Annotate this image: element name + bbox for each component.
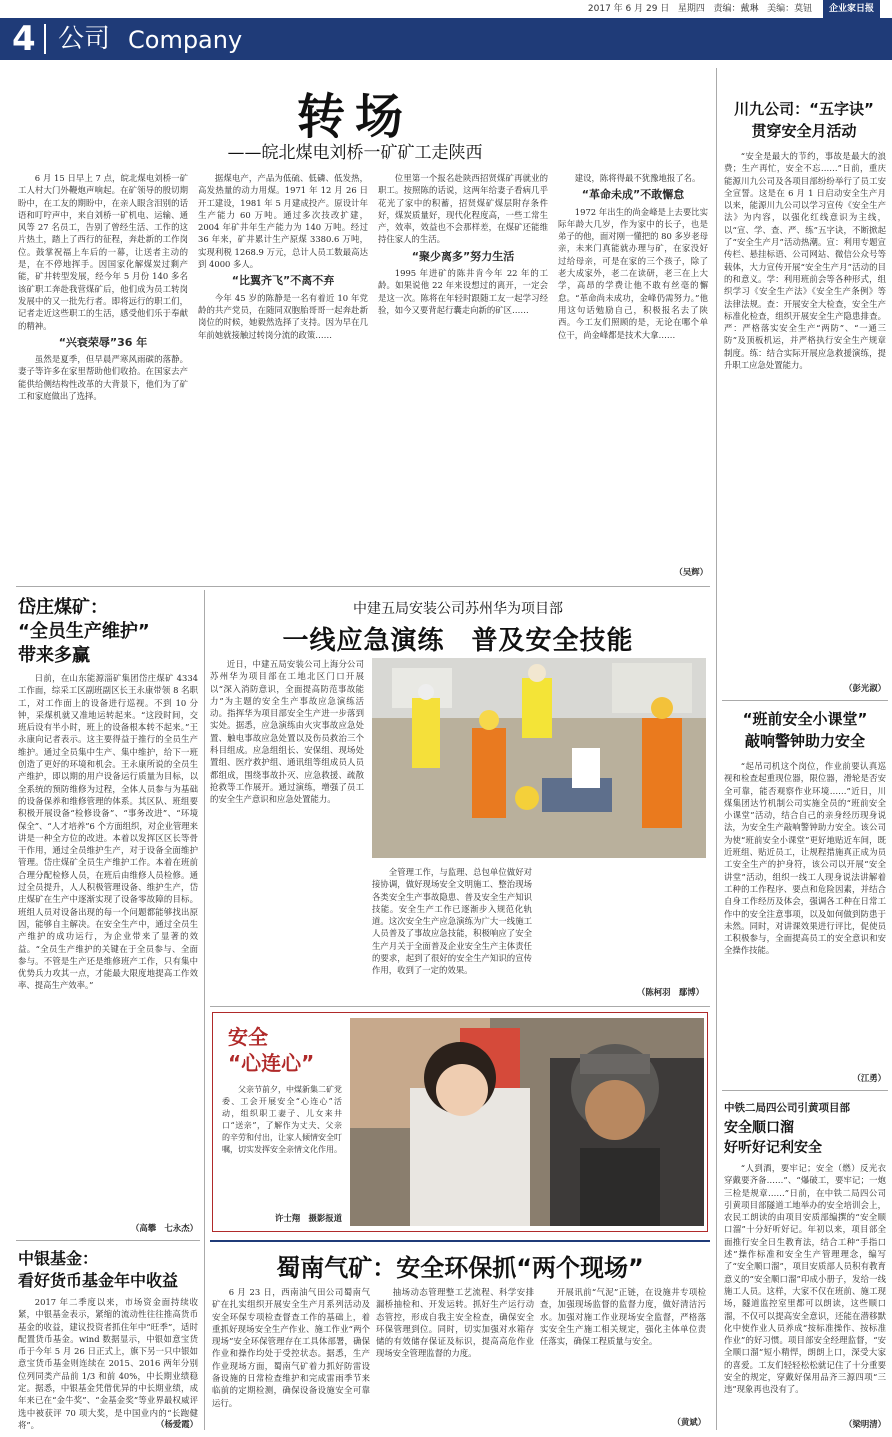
editor-credit: 责编：戴琳	[713, 4, 759, 14]
zhongyin-title	[18, 1248, 198, 1292]
shunan-col3	[540, 1286, 706, 1414]
left-article-title	[18, 596, 198, 668]
cr-title-line1: 安全顺口溜	[724, 1120, 794, 1136]
zhongyin-para: 2017 年二季度以来，市场资金面持续收紧，中银基金表示，紧缩的流动性往往推高货币基金的收益，建议投资者抓住年中“旺季”，适时配置货币基金。wind 数据显示，中银如意宝货币于今年 5 月 26 日正式上，旗下另一只中银如意宝货币基金则连续在 2015、2016 两年分别位列同类产品前 1/3 和前 40%，中长期业绩稳定。据悉，中银基金凭借优异的中长期业绩，成年来已在“金牛奖”、“金基金奖”等业界最权威评选中被获评 70 项大奖，是中国业内的“长跑健将”。	[18, 1297, 198, 1430]
miner-family-photo	[350, 1018, 704, 1226]
main-article-col2	[198, 172, 368, 580]
shunan-title: 蜀南气矿：安全环保抓“两个现场”	[276, 1254, 644, 1282]
section-divider	[44, 24, 46, 54]
drill-author: （陈柯羽 鄢博）	[637, 987, 704, 997]
drill-body	[210, 658, 364, 986]
class-title-line1: “班前安全小课堂”	[742, 710, 868, 728]
cr-para: “人到酒，要牢记；安全（燃）反光衣穿戴要齐备……”、“爆破工，要牢记；一炮三检是规章……”日前，在中铁二局四公司引黄项目部隧道工地举办的安全培训会上，农民工朗读的由项目安质部编撰的“安全顺口溜”十分好听好记。年初以来，项目部全面推行安全日生教育法，结合工种“手指口述”操作标准和安全生产管理理念，编写了“安全顺口溜”，项目安质部人员积有教育意义的“安全顺口溜”印成小册子，发给一线施工人员。这样，大家不仅在班前、施工现场，隧道监控室里都可以朗读，这些顺口溜，不仅可以提高安全意识，还能在潜移默化中使作业人员养成“按标准操作、按标准作业”的好习惯。项目部安全经理监督，“安全顺口溜”短小精悍，朗朗上口，深受大家的喜爱。工友们轻轻松松就记住了十分重要安全的规定，穿戴好保用品齐三源四项“三违”现象再也没有了。	[724, 1163, 886, 1395]
designer-credit: 美编：莫钮	[767, 4, 813, 14]
cr-kicker: 中铁二局四公司引黄项目部	[724, 1102, 850, 1114]
chuanjiu-title-line1: 川九公司：“五字诀”	[734, 100, 874, 118]
left-title-line3: 带来多赢	[18, 645, 90, 666]
main-subhead-3: “聚少离多”努力生活	[411, 249, 515, 263]
zhongyin-title-line1: 中银基金：	[18, 1249, 99, 1268]
main-article-author: （吴辉）	[674, 567, 708, 577]
drill-title: 一线应急演练 普及安全技能	[282, 626, 634, 656]
chuanjiu-rule	[722, 700, 888, 701]
shunan-top-rule	[210, 1240, 710, 1242]
main-col2b-para: 今年 45 岁的陈静是一名有着近 10 年党龄的共产党员，在随同双胞胎哥哥一起奔赴新岗位的时候，她毅然选择了支持。因为早在几年前她就接触过转岗分流的政策……	[198, 292, 368, 340]
photo-feature-credit: 许士翔 摄影报道	[275, 1213, 342, 1223]
drill-body-2	[372, 866, 532, 990]
issue-date: 2017 年 6 月 29 日	[587, 4, 670, 14]
shunan-author: （黄斌）	[672, 1417, 706, 1427]
main-article-title: 转场	[296, 89, 413, 145]
main-col1-para: 6 月 15 日早上 7 点，皖北煤电刘桥一矿工人村大门外鞭炮声响起。在矿领导的殷切期盼中，在工友的期盼中，在亲人眼含泪别的话语和叮咛声中，来自刘桥一矿机电、运输、通风等 27 名员工，告别了曾经生活、工作的这片热土，踏上了西行的征程，奔赴新的工作岗位。鼓掌祝福上车后的一幕，让送者主动的是，在不停地挥手。因国家化解煤炭过剩产能，矿井转型发展，经今年 5 月份 140 多名该矿职工奔赴我营煤矿后，他们成为员工转岗发展中的又一批先行者。即将远行的职工们，记者走近这些职工的生活，感受他们乐于奉献的精神。	[18, 173, 188, 331]
section-name-en: Company	[128, 26, 243, 54]
shunan-col3-para: 开展讯前“气泥”正链，在设施井专项检查，加强现场监督的监督力度，做好清洁污水。加强对施工作业现场安全监督，严格落实安全生产施工相关规定，强化主体单位责任落实，确保工程质量与安全。	[540, 1287, 706, 1347]
main-article-col4	[558, 172, 708, 568]
left-article-author: （高攀 七永杰）	[131, 1223, 198, 1233]
class-author: （江勇）	[852, 1073, 886, 1083]
shunan-col1	[212, 1286, 370, 1430]
drill-bottom-rule	[210, 1006, 710, 1007]
photo-feature-title	[228, 1024, 358, 1076]
class-title	[724, 708, 886, 752]
cr-title	[724, 1118, 886, 1158]
left-column-rule	[204, 590, 205, 1430]
shunan-col2	[376, 1286, 534, 1430]
drill-para-2: 全管理工作，与监理、总包单位做好对接协调，做好现场安全文明施工、整治现场各类安全生产事故隐患、普及安全生产知识技能。安全生产工作已逐渐步入规范化轨道。这次安全生产应急演练为广大一线施工人员普及了事故应急技能，积极响应了安全生产月关于全面普及企业安全生产主体责任的要求，起到了很好的安全生产知识的宣传作用，收到了一定的效果。	[372, 867, 532, 976]
masthead-bar	[0, 0, 892, 18]
zhongyin-author: （杨爱霞）	[156, 1419, 198, 1429]
main-col2-para: 据煤电产，产品为低硫、低磷、低发热，高发热量的动力用煤。1971 年 12 月 26 日开工建设，1981 年 5 月建成投产。原设计年生产能力 60 万吨。通过多次技改扩建，2004 年矿井年生产能力为 140 万吨。经过 36 年来，矿井累计生产原煤 3380.6 万吨，实现利税 1268.9 万元，总计人员工数最高达到 4000 多人。	[198, 173, 368, 270]
left-title-line1: 岱庄煤矿：	[18, 597, 108, 618]
main-col3-para: 位里第一个报名赴陕西招贤煤矿再就业的职工。按照陈的话说，这两年给妻子看病几乎花光了家中的积蓄，招贤煤矿煤层附存条件好，煤炭质量好，现代化程度高，一些工常生产，效率，效益也不会那样差，在煤矿还能维持住家人的生活。	[378, 173, 548, 245]
class-body	[724, 760, 886, 1070]
issue-weekday: 星期四	[677, 4, 705, 14]
main-article-col3	[378, 172, 548, 580]
main-col4-para: 建设，陈将得最不犹豫地报了名。	[574, 173, 701, 183]
cr-author: （梁明清）	[844, 1419, 886, 1429]
chuanjiu-author: （彭光淑）	[844, 683, 886, 693]
main-col4b-para: 1972 年出生的尚金峰是上去要比实际年龄大几岁，作为家中的长子，也是弟子的他，面对刚一懂把的 80 多岁老母亲，未来门真能就办理与矿，在家没好过给母亲，可是在家的三个孩子，除了老大成家外，老二在读研，老三在上大学，高昂的学费让他不敢有丝毫的懈怠。“革命尚未成功，金峰仍需努力。”他用这句话勉励自己，积极报名去了陕西。今工友们照顾的是，无论在哪个单位干，尚金峰都是技术大拿……	[558, 206, 708, 340]
drill-kicker: 中建五局安装公司苏州华为项目部	[353, 601, 563, 617]
main-article-subtitle: ——皖北煤电刘桥一矿矿工走陕西	[227, 143, 483, 163]
shunan-col1-para: 6 月 23 日，西南油气田公司蜀南气矿在扎实组织开展安全生产月系列活动及安全环保专项检查督查工作的基础上，着重抓好现场安全生产作业、施工作业“两个现场”安全环保管理存在工具体部署，确保作业和操作均处于受控状态。据悉，生产作业现场方面，蜀南气矿着力抓好防雷设备设施的日常检查维护和完成雷雨季节来临前的定期检测，确保设备设施安全可靠运行。	[212, 1287, 370, 1408]
left-article-para: 日前，在山东能源淄矿集团岱庄煤矿 4334 工作面，综采工区副班副区长王永康带领 8 名职工，对工作面上的设备进行巡视。不到 10 分钟，采煤机就又准地运转起来。“这段时间，交班后设有半小时，班上的设备根本转不起来。”王永康向记者表示。这主要得益于推行的全员生产维护。通过全员集中生产、集中维护，给下一班创造了更好的环境和机会。王永康所说的全员生产维护，即以期的用户设备运行质量为目标，以全系统的预防维修为过程，全体人员参与为基础的设备保养和维修管理的体系。其区队、班组要积极开展设备“检修设备”、“事务改进”、“环境保全”、“人才培养”6 个方面组织，对企业管理来讲是一种全方位的改进。本着以发挥区区长等骨干作用，通过全员维护生产，对于设备全面维护管理。岱庄煤矿全员生产维护工作。本着在班前合理分配检修人员，在班后由维修人员检修。通过全员提升，人人积极管理设备、维护生产，岱庄煤矿在生产中逐渐实现了设备零故障的目标。班组人员对设备出现的每一个问题都能够找出原因，能够自主解决。在安全生产中，通过全员生产维护的成功运行，为企业带来了显著的效益。“全员生产维护的关键在于全员参与、全面参与。不管是生产还是维修班产工作，只有集中优势兵力攻其一点，才能最大限度地提高工作效率、提高生产效率。”	[18, 673, 198, 991]
chuanjiu-title-line2: 贯穿安全月活动	[751, 122, 857, 140]
photo-title-line2: “心连心”	[228, 1051, 315, 1075]
class-rule	[722, 1090, 888, 1091]
photo-text-para: 父亲节前夕，中煤新集二矿党委、工会开展安全“心连心”活动，组织职工妻子、儿女来井口“送亲”，了解作为丈夫、父亲的辛劳和付出，让家人倾情安全叮嘱，切实发挥安全亲情文化作用。	[222, 1085, 342, 1154]
right-column-rule	[716, 68, 717, 1430]
main-article-col1	[18, 172, 188, 580]
main-subhead-4: “革命未成”不敢懈怠	[581, 188, 685, 202]
shunan-col2-para: 抽场动态管理整工艺流程、科学安排漏桥抽检和、开发运转。抓好生产运行动态管控，形成自我主安全检查，确保安全环保管理到位。同时，切实加强对水箱存储的有效储存保证及标识，提高高危作业现场安全管理监督的力度。	[376, 1287, 534, 1359]
chuanjiu-body	[724, 150, 886, 678]
main-col3b-para: 1995 年进矿的陈井肯今年 22 年的工龄。如果说他 22 年来设想过的离开，一定会是这一次。陈将在年轻时跟随工友一起学习经验，如今又要背起行囊走向新的矿区……	[378, 268, 548, 315]
main-article-bottom-rule	[16, 586, 710, 587]
cr-title-line2: 好听好记利安全	[724, 1140, 822, 1156]
chuanjiu-para: “安全是最大的节约，事故是最大的浪费；生产再忙，安全不忘……”日前，重庆能源川九公司及各项目部纷纷举行了员工安全宣誓。这是在 6 月 1 日启动安全生产月以来，能源川九公司以学习宣传《安全生产法》为内容，以强化红线意识为主线，以“宣、学、查、严、练”五字诀，不断掀起了“安全生产月”活动热潮。宣：利用专题宣传栏、悬挂标语、公司网站、微信公众号等载体，大力宣传开展“安全生产月”活动的目的和意义。学：利用班前会等各种形式，组织学习《安全生产法》《安全生产条例》等法律法规。查：开展安全大检查，安全生产标准化检查，组织开展安全生产隐患排查。严：严格落实安全生产“两防”、“一通三防”及顶板机运，并严格执行安全生产规章制度。练：结合实际开展应急救援演练，提升职工应急处置能力。	[724, 151, 886, 371]
photo-feature-text	[222, 1084, 342, 1210]
zhongyin-title-line2: 看好货币基金年中收益	[18, 1271, 179, 1290]
paper-name: 企业家日报	[823, 0, 880, 18]
drill-photo	[372, 658, 706, 858]
cr-body	[724, 1162, 886, 1416]
main-subhead-1: “兴衰荣辱”36 年	[58, 335, 148, 349]
main-col1b-para: 虽然是夏季，但早晨严寒风雨碳的落静。妻子等许多在家里帮助他们收拾。在国家去产能供给侧结构性改革的大背景下，他们为了矿工和家庭做出了选择。	[18, 354, 188, 402]
left-article-rule	[16, 1240, 200, 1241]
class-title-line2: 敲响警钟助力安全	[744, 732, 865, 750]
left-article-body	[18, 672, 198, 1222]
drill-para: 近日，中建五局安装公司上海分公司苏州华为项目部在工地北区门口开展以“深入消防意识，全面提高防范事故能力”为主题的安全生产事故应急演练活动。指挥华为项目部安全生产进一步落到实处。据悉，应急演练由火灾事故应急处置、触电事故应急处置以及伤员救治三个科目组成。应急组组长、安保组、现场处置组、医疗救护组、通讯组等组成员人员都组成，围绕事故扑灭、应急救援、疏散抢救等工作展开。通过演练，增强了员工的安全生产意识和应急处置能力。	[210, 659, 364, 805]
photo-title-line1: 安全	[228, 1025, 268, 1049]
left-title-line2: “全员生产维护”	[18, 621, 150, 642]
chuanjiu-title	[724, 98, 884, 142]
main-subhead-2: “比翼齐飞”不离不弃	[231, 274, 335, 288]
page-number: 4	[12, 19, 36, 59]
class-para: “起吊司机这个岗位，作业前要认真巡视和检查起重现位器，限位器，滑轮是否安全可靠，能否观察作业环境……”近日，川煤集团达竹机制公司实施全员的“班前安全小课堂”活动，结合自己的亲身经历现身说法，为安全生产敲响警钟助力安全。该公司为使“班前安全小课堂”更好地贴近车间，既近班组、贴近员工，让规程措施真正成为员工安全生产的护身符，该公司以开展“安全讲堂”活动，组织一线工人现身说法讲解着工种的工作程序、要点和危险因素，并结合自身工作经历及体会，强调各工种在日常工作中的安全注意事项，以及如何做到防患于未然。同时，对讲课效果进行评比，促使员工积极参与，全面提高员工的安全意识和安全操作技能。	[724, 761, 886, 956]
section-name-cn: 公司	[58, 24, 111, 54]
